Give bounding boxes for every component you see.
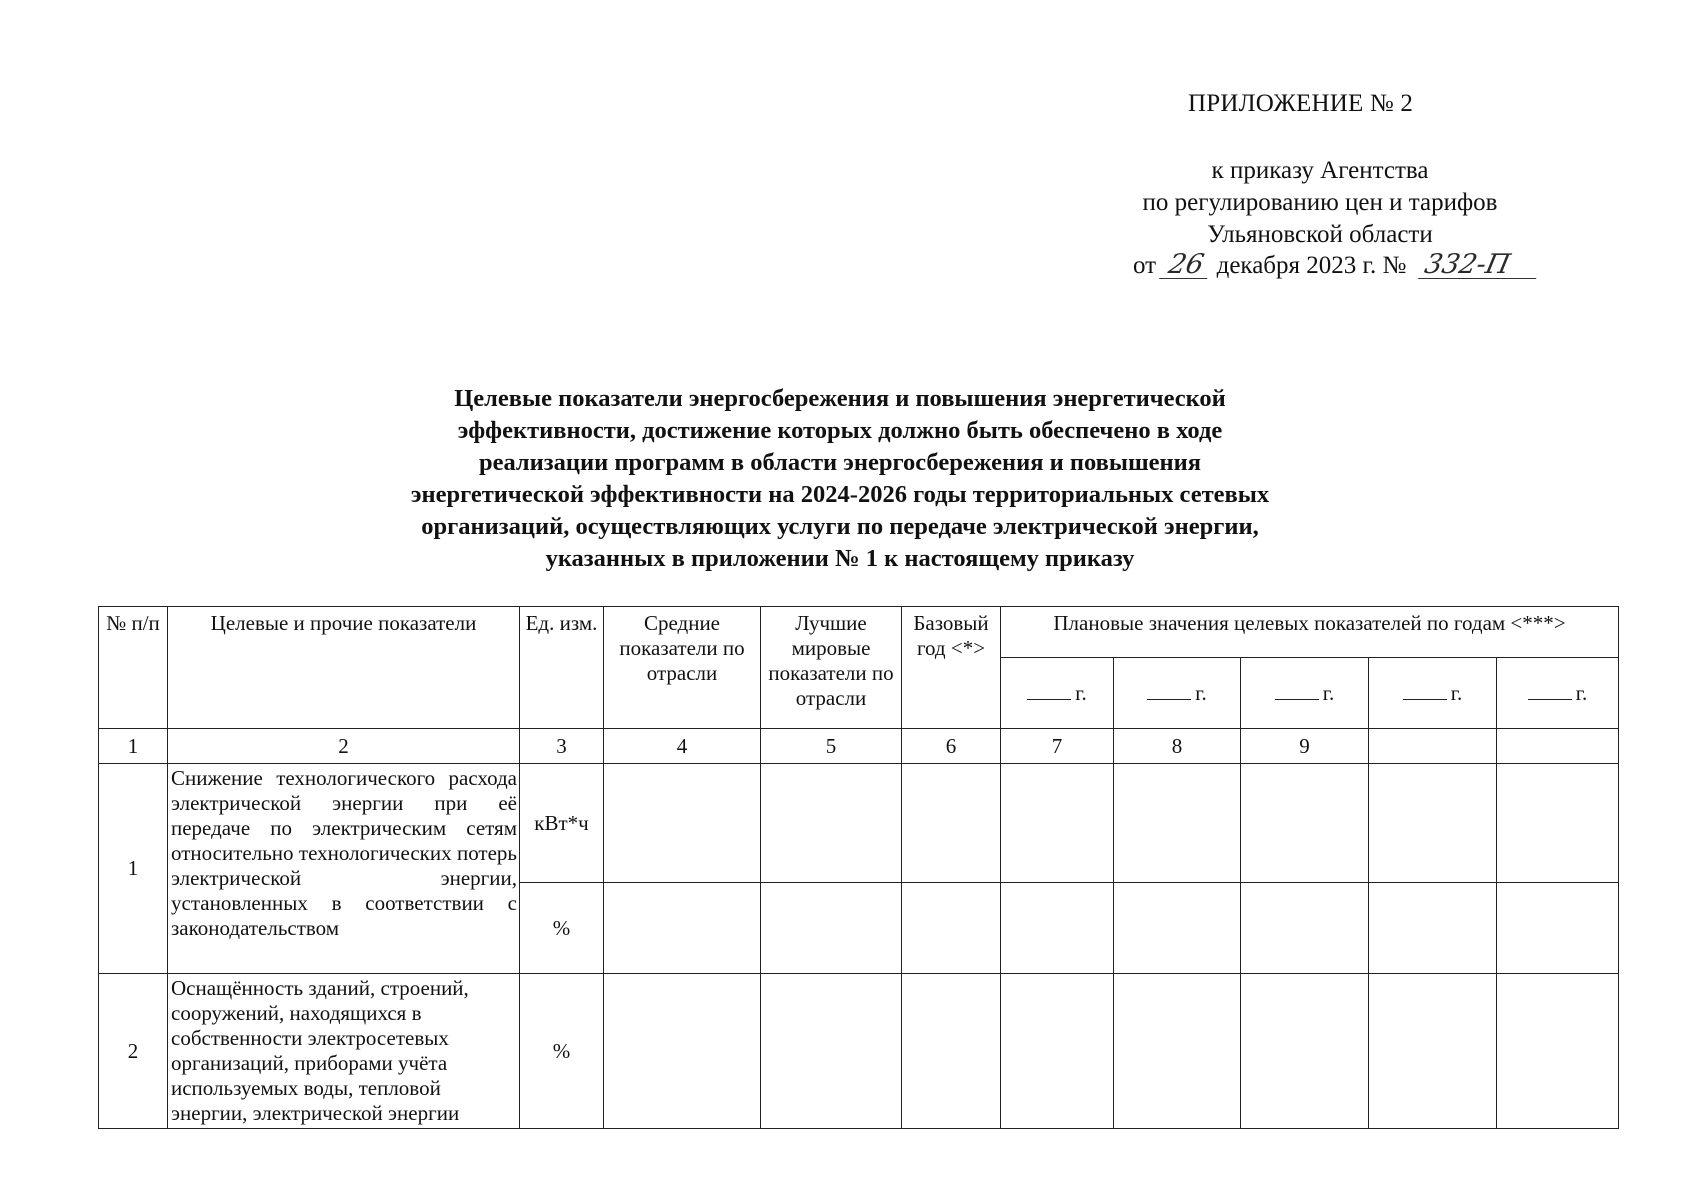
table-cell (761, 764, 902, 883)
row-indicator: Снижение технологического расхода электрической энергии при её передаче по электрическим сетям относительно технологических потерь электрической энергии, установленных в соответствии с законодательством (168, 764, 520, 974)
order-reference (1100, 155, 1540, 251)
table-cell (604, 883, 761, 974)
header-best: Лучшие мировые показатели по отрасли (761, 607, 902, 729)
column-number: 7 (1001, 729, 1114, 764)
order-ref-line: Ульяновской области (1207, 221, 1433, 248)
order-ref-line: к приказу Агентства (1211, 157, 1429, 184)
table-cell (1497, 883, 1619, 974)
table-cell (902, 883, 1001, 974)
year-blank-line (1147, 681, 1191, 700)
table-cell (1001, 974, 1114, 1129)
table-cell (1497, 764, 1619, 883)
indicators-table (98, 606, 1619, 1129)
column-number: 3 (520, 729, 604, 764)
column-number: 1 (99, 729, 168, 764)
year-slot (1241, 658, 1369, 729)
year-slot (1001, 658, 1114, 729)
year-suffix: г. (1195, 680, 1207, 705)
order-ref-line: по регулированию цен и тарифов (1142, 189, 1498, 216)
handwritten-order-number: 332-П (1418, 252, 1542, 279)
table-cell (1001, 883, 1114, 974)
table-row (99, 764, 1619, 883)
table-cell (604, 764, 761, 883)
header-base-year: Базовый год <*> (902, 607, 1001, 729)
column-number: 9 (1241, 729, 1369, 764)
row-unit: кВт*ч (520, 764, 604, 883)
appendix-title: ПРИЛОЖЕНИЕ № 2 (1188, 90, 1414, 117)
column-number (1497, 729, 1619, 764)
column-number: 6 (902, 729, 1001, 764)
year-blank-line (1403, 681, 1447, 700)
title-line: реализации программ в области энергосбережения и повышения (478, 449, 1202, 476)
year-blank-line (1027, 681, 1071, 700)
column-number: 5 (761, 729, 902, 764)
header-indicator: Целевые и прочие показатели (168, 607, 520, 729)
year-suffix: г. (1322, 680, 1335, 705)
year-suffix: г. (1075, 680, 1087, 705)
year-suffix: г. (1575, 680, 1588, 705)
header-unit: Ед. изм. (520, 607, 604, 729)
table-cell (1369, 883, 1497, 974)
year-suffix: г. (1450, 680, 1463, 705)
header-planned: Плановые значения целевых показателей по годам <***> (1001, 607, 1619, 658)
row-indicator: Оснащённость зданий, строений, сооружений, находящихся в собственности электросетевых организаций, приборами учёта используемых воды, тепловой энергии, электрической энергии (168, 974, 520, 1129)
table-cell (1241, 883, 1369, 974)
column-number (1369, 729, 1497, 764)
year-slot (1369, 658, 1497, 729)
table-cell (1369, 764, 1497, 883)
table-cell (604, 974, 761, 1129)
title-line: указанных в приложении № 1 к настоящему приказу (545, 545, 1135, 572)
date-rest: декабря 2023 г. № (1216, 252, 1407, 279)
row-unit: % (520, 883, 604, 974)
order-date-line (1133, 249, 1539, 280)
table-cell (902, 974, 1001, 1129)
table-cell (761, 974, 902, 1129)
table-row (99, 974, 1619, 1129)
table-cell (761, 883, 902, 974)
handwritten-date-day: 26 (1159, 252, 1213, 279)
title-line: энергетической эффективности на 2024-2026 годы территориальных сетевых (410, 481, 1270, 508)
year-blank-line (1275, 681, 1319, 700)
table-cell (1001, 764, 1114, 883)
year-slot (1114, 658, 1241, 729)
header-average: Средние показатели по отрасли (604, 607, 761, 729)
table-cell (1497, 974, 1619, 1129)
table-cell (1241, 974, 1369, 1129)
column-numbers-row (99, 729, 1619, 764)
table-cell (1114, 974, 1241, 1129)
title-line: организаций, осуществляющих услуги по передаче электрической энергии, (421, 513, 1259, 540)
table-cell (1114, 883, 1241, 974)
row-number: 1 (99, 764, 168, 974)
row-number: 2 (99, 974, 168, 1129)
column-number: 2 (168, 729, 520, 764)
header-row (99, 607, 1619, 658)
document-title (300, 383, 1380, 575)
row-unit: % (520, 974, 604, 1129)
title-line: эффективности, достижение которых должно быть обеспечено в ходе (457, 417, 1223, 444)
date-prefix: от (1133, 252, 1157, 279)
column-number: 8 (1114, 729, 1241, 764)
year-blank-line (1528, 681, 1572, 700)
column-number: 4 (604, 729, 761, 764)
table-cell (1369, 974, 1497, 1129)
table-cell (1241, 764, 1369, 883)
year-slot (1497, 658, 1619, 729)
header-num: № п/п (99, 607, 168, 729)
title-line: Целевые показатели энергосбережения и повышения энергетической (454, 385, 1226, 412)
table-cell (902, 764, 1001, 883)
table-cell (1114, 764, 1241, 883)
